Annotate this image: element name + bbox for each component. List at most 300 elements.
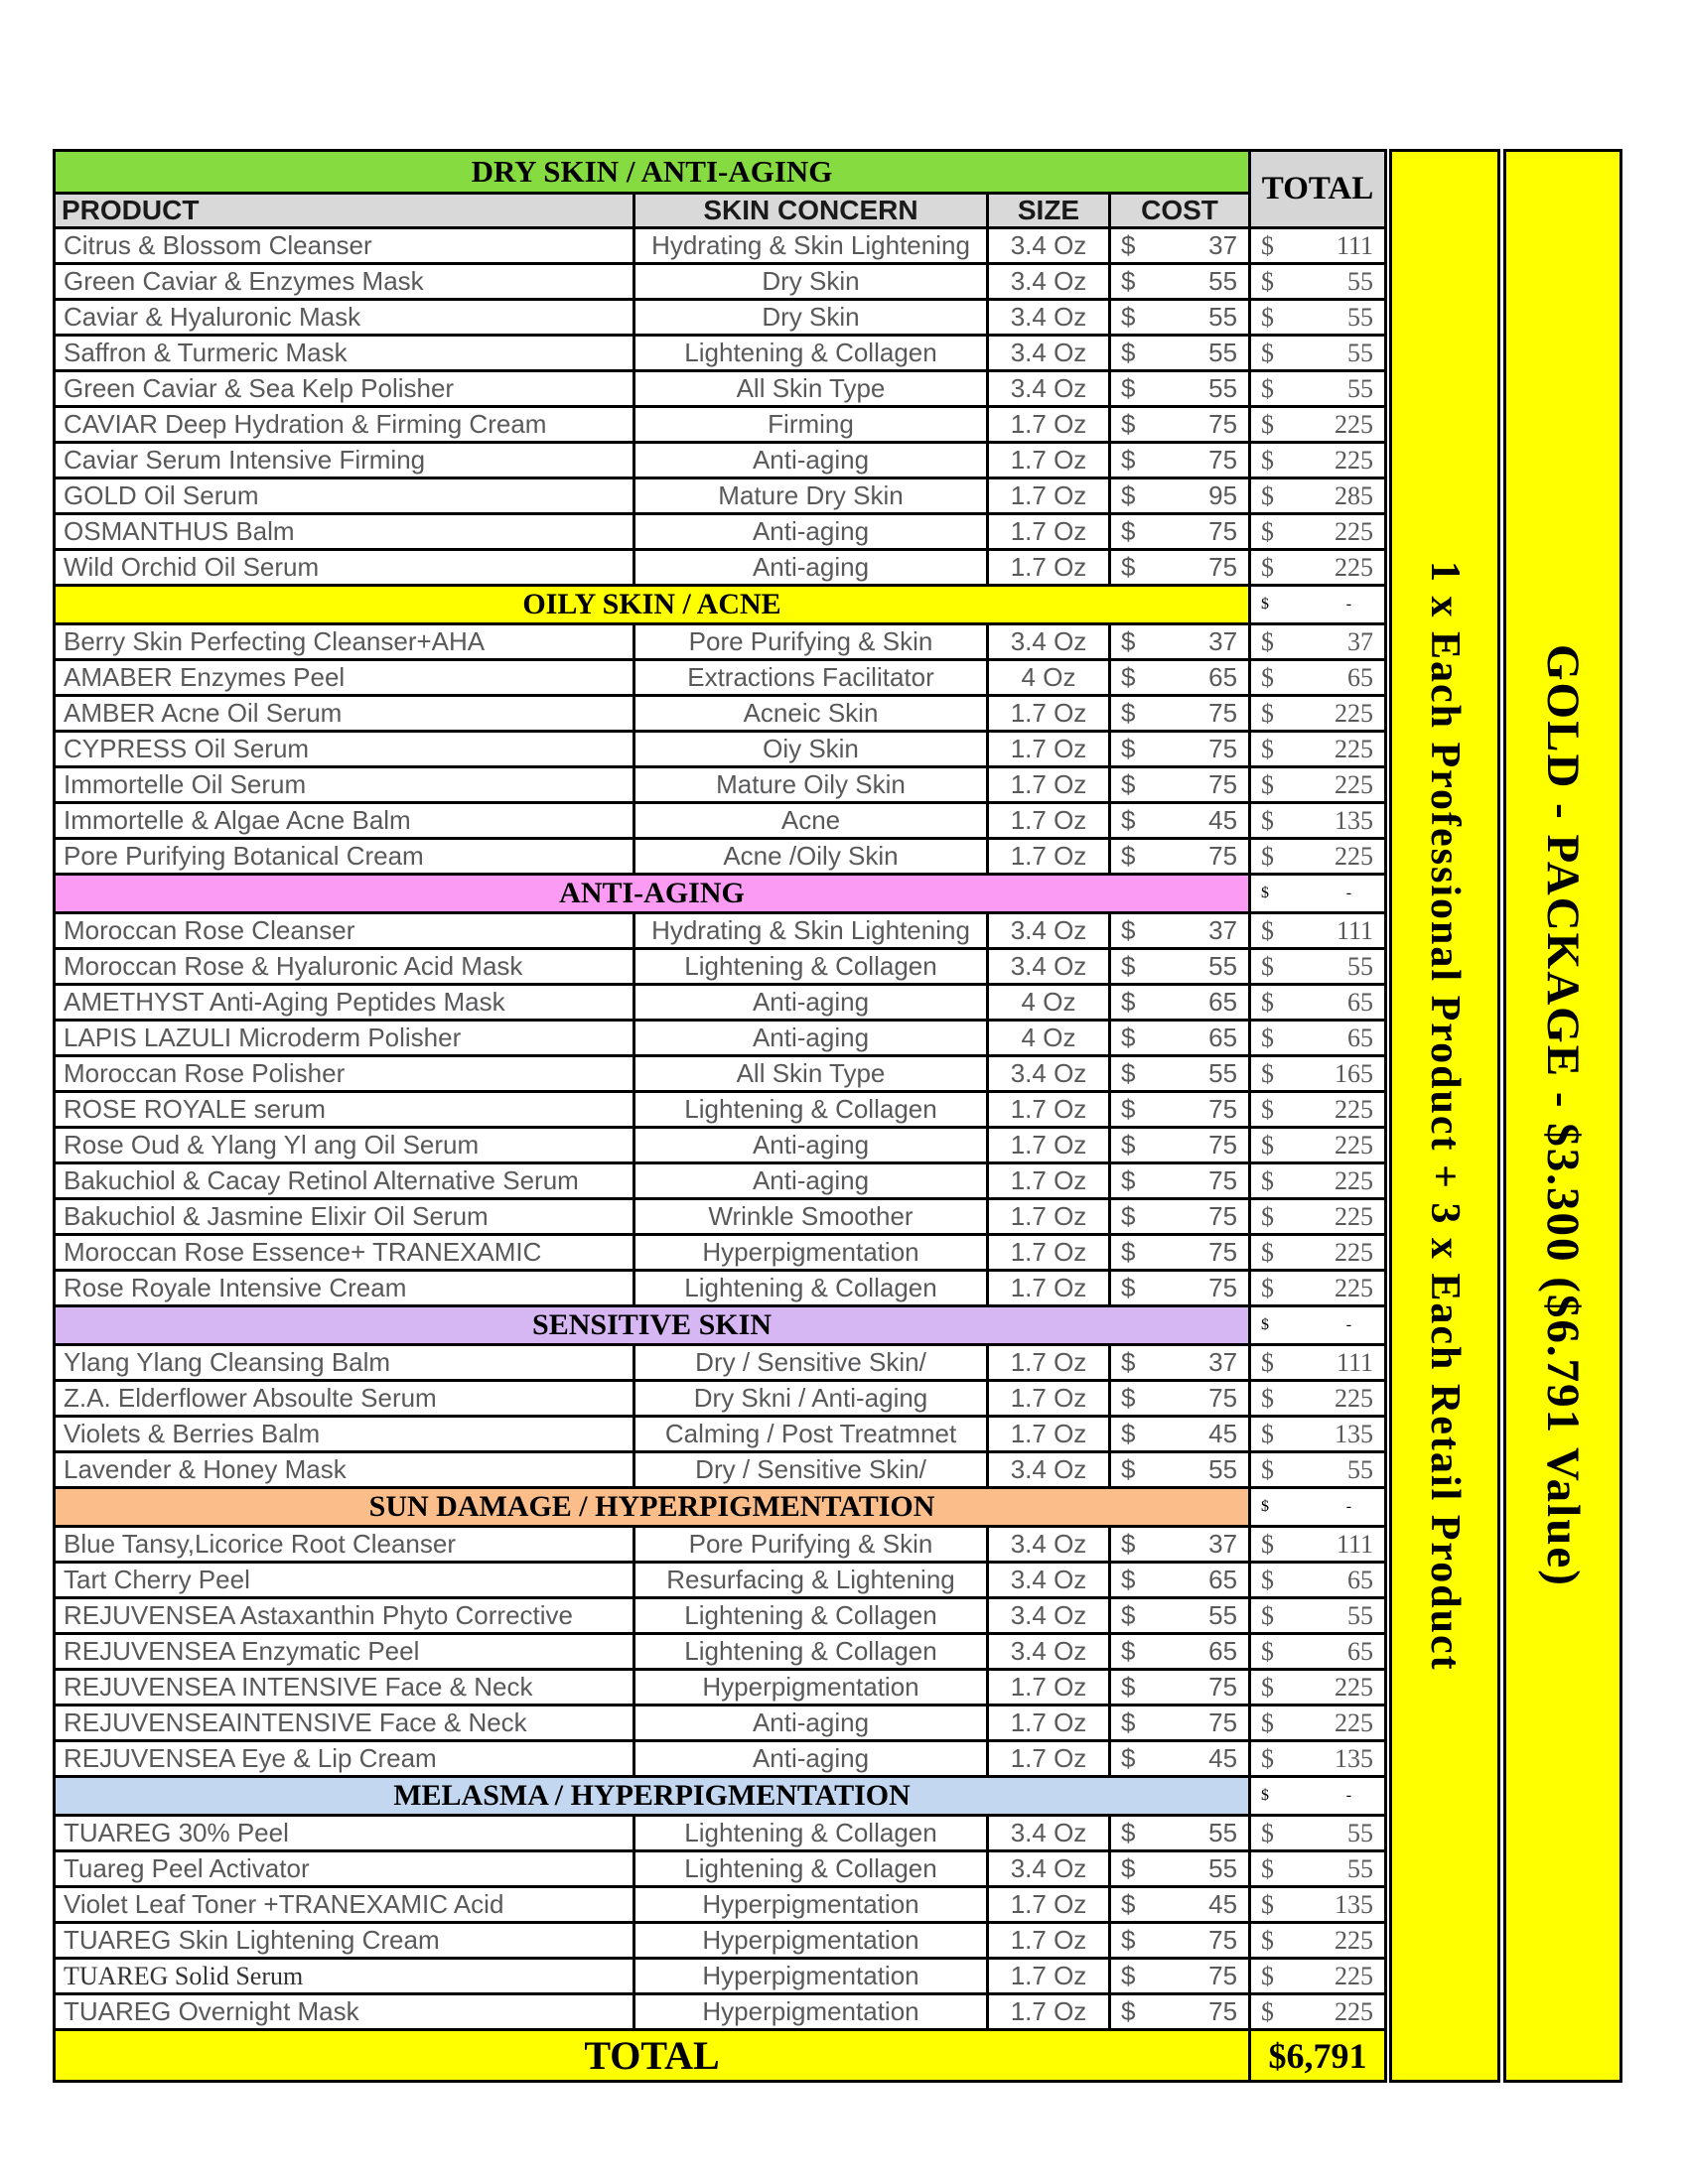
skin-concern: Hydrating & Skin Lightening (634, 913, 988, 949)
skin-concern: Hyperpigmentation (634, 1959, 988, 1994)
amount-value: 45 (1208, 1743, 1238, 1773)
currency-symbol: $ (1261, 885, 1270, 901)
product-row (55, 732, 1386, 767)
currency-symbol: $ (1261, 1094, 1275, 1124)
product-row (55, 1994, 1386, 2030)
total-cell (1250, 1887, 1386, 1923)
product-name: Saffron & Turmeric Mask (55, 336, 634, 371)
amount-value: 111 (1336, 230, 1374, 260)
package-contents-text: 1 x Each Professional Product + 3 x Each Retail Product (1422, 560, 1469, 1672)
product-name: TUAREG Solid Serum (55, 1959, 634, 1994)
size-value: 4 Oz (988, 1021, 1110, 1056)
product-row (55, 1128, 1386, 1163)
product-name: AMBER Acne Oil Serum (55, 696, 634, 732)
product-row (55, 1527, 1386, 1563)
product-name: Green Caviar & Sea Kelp Polisher (55, 371, 634, 407)
product-name: LAPIS LAZULI Microderm Polisher (55, 1021, 634, 1056)
currency-symbol: $ (1121, 698, 1136, 728)
product-name: OSMANTHUS Balm (55, 514, 634, 550)
size-value: 1.7 Oz (988, 1994, 1110, 2030)
currency-symbol: $ (1121, 805, 1136, 835)
total-cell (1250, 1777, 1386, 1816)
product-row (55, 1021, 1386, 1056)
amount-value: 75 (1208, 1165, 1238, 1195)
product-row (55, 1092, 1386, 1128)
amount-value: 55 (1208, 302, 1238, 332)
skin-concern: Dry Skin (634, 300, 988, 336)
currency-symbol: $ (1121, 1419, 1136, 1448)
currency-symbol: $ (1121, 915, 1136, 945)
product-name: CAVIAR Deep Hydration & Firming Cream (55, 407, 634, 443)
size-value: 3.4 Oz (988, 1598, 1110, 1634)
currency-symbol: $ (1261, 841, 1275, 871)
total-cell (1250, 732, 1386, 767)
product-row (55, 407, 1386, 443)
currency-symbol: $ (1261, 951, 1275, 981)
total-cell (1250, 1021, 1386, 1056)
amount-value: 75 (1208, 1961, 1238, 1990)
total-cell (1250, 443, 1386, 478)
cost-cell (1110, 478, 1250, 514)
product-row (55, 1163, 1386, 1199)
currency-symbol: $ (1121, 373, 1136, 403)
amount-value: 225 (1335, 1925, 1374, 1955)
cost-cell (1110, 407, 1250, 443)
skin-concern: Dry / Sensitive Skin/ (634, 1452, 988, 1488)
skin-concern: Lightening & Collagen (634, 1271, 988, 1306)
currency-symbol: $ (1261, 1853, 1275, 1883)
product-row (55, 478, 1386, 514)
amount-value: 75 (1208, 1094, 1238, 1124)
product-row (55, 839, 1386, 875)
total-cell (1250, 1994, 1386, 2030)
column-header-skin-concern: SKIN CONCERN (634, 194, 988, 228)
currency-symbol: $ (1121, 626, 1136, 656)
size-value: 3.4 Oz (988, 371, 1110, 407)
cost-cell (1110, 1199, 1250, 1235)
cost-cell (1110, 1345, 1250, 1381)
product-name: Lavender & Honey Mask (55, 1452, 634, 1488)
skin-concern: Oiy Skin (634, 732, 988, 767)
cost-cell (1110, 1994, 1250, 2030)
amount-value: 55 (1347, 338, 1374, 367)
skin-concern: Resurfacing & Lightening (634, 1563, 988, 1598)
section-header-anti-aging: ANTI-AGING (55, 875, 1250, 913)
size-value: 3.4 Oz (988, 1851, 1110, 1887)
total-cell (1250, 803, 1386, 839)
section-header-sensitive-skin: SENSITIVE SKIN (55, 1306, 1250, 1345)
size-value: 1.7 Oz (988, 407, 1110, 443)
amount-value: 65 (1347, 662, 1374, 692)
currency-symbol: $ (1261, 516, 1275, 546)
size-value: 3.4 Oz (988, 1634, 1110, 1670)
cost-cell (1110, 1452, 1250, 1488)
amount-value: 55 (1208, 1600, 1238, 1630)
product-row (55, 1417, 1386, 1452)
cost-cell (1110, 1923, 1250, 1959)
skin-concern: Dry Skni / Anti-aging (634, 1381, 988, 1417)
total-cell (1250, 1092, 1386, 1128)
column-header-product: PRODUCT (55, 194, 634, 228)
currency-symbol: $ (1121, 1058, 1136, 1088)
cost-cell (1110, 1959, 1250, 1994)
currency-symbol: $ (1261, 266, 1275, 296)
size-value: 1.7 Oz (988, 514, 1110, 550)
total-cell (1250, 336, 1386, 371)
currency-symbol: $ (1121, 516, 1136, 546)
product-row (55, 300, 1386, 336)
amount-value: 285 (1335, 480, 1374, 510)
amount-value: 225 (1335, 1707, 1374, 1737)
amount-value: 165 (1335, 1058, 1374, 1088)
amount-value: 55 (1208, 1853, 1238, 1883)
currency-symbol: $ (1121, 1565, 1136, 1594)
amount-value: 65 (1208, 1565, 1238, 1594)
currency-symbol: $ (1121, 1347, 1136, 1377)
skin-concern: Hyperpigmentation (634, 1994, 988, 2030)
amount-value: 37 (1208, 1347, 1238, 1377)
skin-concern: Lightening & Collagen (634, 336, 988, 371)
currency-symbol: $ (1261, 1636, 1275, 1666)
amount-value: 37 (1208, 1529, 1238, 1559)
amount-value: 37 (1347, 626, 1374, 656)
amount-value: 75 (1208, 841, 1238, 871)
amount-value: 225 (1335, 1383, 1374, 1413)
total-cell (1250, 660, 1386, 696)
amount-value: 135 (1335, 805, 1374, 835)
currency-symbol: $ (1121, 1636, 1136, 1666)
size-value: 3.4 Oz (988, 1056, 1110, 1092)
currency-symbol: $ (1121, 302, 1136, 332)
amount-value: 65 (1347, 987, 1374, 1017)
amount-value: 45 (1208, 805, 1238, 835)
amount-value: 55 (1347, 1853, 1374, 1883)
amount-value: 55 (1208, 1454, 1238, 1484)
cost-cell (1110, 696, 1250, 732)
section-row (55, 1488, 1386, 1527)
currency-symbol: $ (1121, 1383, 1136, 1413)
total-cell (1250, 1563, 1386, 1598)
cost-cell (1110, 1056, 1250, 1092)
section-header-dry-skin-anti-aging: DRY SKIN / ANTI-AGING (55, 151, 1250, 194)
product-row (55, 1235, 1386, 1271)
amount-value: 55 (1347, 1818, 1374, 1847)
currency-symbol: $ (1261, 596, 1270, 613)
product-name: TUAREG Overnight Mask (55, 1994, 634, 2030)
cost-cell (1110, 1381, 1250, 1417)
product-name: Wild Orchid Oil Serum (55, 550, 634, 586)
cost-cell (1110, 949, 1250, 985)
product-name: Moroccan Rose Polisher (55, 1056, 634, 1092)
cost-cell (1110, 1563, 1250, 1598)
amount-value: 225 (1335, 409, 1374, 439)
currency-symbol: $ (1261, 1347, 1275, 1377)
cost-cell (1110, 300, 1250, 336)
amount-value: 95 (1208, 480, 1238, 510)
total-cell (1250, 1271, 1386, 1306)
size-value: 1.7 Oz (988, 550, 1110, 586)
total-cell (1250, 1816, 1386, 1851)
skin-concern: Extractions Facilitator (634, 660, 988, 696)
skin-concern: Firming (634, 407, 988, 443)
amount-value: 45 (1208, 1889, 1238, 1919)
product-name: REJUVENSEA Enzymatic Peel (55, 1634, 634, 1670)
skin-concern: Mature Oily Skin (634, 767, 988, 803)
amount-value: 75 (1208, 1201, 1238, 1231)
total-cell (1250, 1741, 1386, 1777)
currency-symbol: $ (1121, 1094, 1136, 1124)
currency-symbol: $ (1121, 1818, 1136, 1847)
total-cell (1250, 767, 1386, 803)
product-row (55, 660, 1386, 696)
size-value: 1.7 Oz (988, 696, 1110, 732)
total-cell (1250, 949, 1386, 985)
size-value: 1.7 Oz (988, 1417, 1110, 1452)
total-cell (1250, 985, 1386, 1021)
currency-symbol: $ (1121, 1165, 1136, 1195)
amount-value: - (1345, 1498, 1352, 1515)
size-value: 1.7 Oz (988, 443, 1110, 478)
cost-cell (1110, 1128, 1250, 1163)
product-row (55, 1381, 1386, 1417)
currency-symbol: $ (1261, 1961, 1275, 1990)
cost-cell (1110, 1887, 1250, 1923)
product-name: GOLD Oil Serum (55, 478, 634, 514)
product-name: Blue Tansy,Licorice Root Cleanser (55, 1527, 634, 1563)
currency-symbol: $ (1121, 1853, 1136, 1883)
cost-cell (1110, 1634, 1250, 1670)
skin-concern: Anti-aging (634, 985, 988, 1021)
cost-cell (1110, 1670, 1250, 1706)
product-row (55, 443, 1386, 478)
currency-symbol: $ (1261, 1743, 1275, 1773)
product-row (55, 1887, 1386, 1923)
currency-symbol: $ (1121, 1529, 1136, 1559)
size-value: 1.7 Oz (988, 1706, 1110, 1741)
cost-cell (1110, 550, 1250, 586)
currency-symbol: $ (1261, 1316, 1270, 1333)
amount-value: 55 (1208, 373, 1238, 403)
total-cell (1250, 875, 1386, 913)
cost-cell (1110, 803, 1250, 839)
cost-cell (1110, 1271, 1250, 1306)
currency-symbol: $ (1121, 1237, 1136, 1267)
gold-package-text: GOLD - PACKAGE - $3.300 ($6.791 Value) (1537, 644, 1590, 1587)
cost-cell (1110, 624, 1250, 660)
product-name: Z.A. Elderflower Absoulte Serum (55, 1381, 634, 1417)
amount-value: 225 (1335, 1961, 1374, 1990)
cost-cell (1110, 839, 1250, 875)
amount-value: 75 (1208, 1383, 1238, 1413)
currency-symbol: $ (1261, 480, 1275, 510)
currency-symbol: $ (1121, 480, 1136, 510)
currency-symbol: $ (1261, 1454, 1275, 1484)
total-column-header: TOTAL (1250, 151, 1386, 228)
product-name: Moroccan Rose & Hyaluronic Acid Mask (55, 949, 634, 985)
product-name: TUAREG 30% Peel (55, 1816, 634, 1851)
amount-value: 225 (1335, 552, 1374, 582)
currency-symbol: $ (1121, 951, 1136, 981)
amount-value: 225 (1335, 841, 1374, 871)
currency-symbol: $ (1121, 445, 1136, 475)
product-row (55, 949, 1386, 985)
total-cell (1250, 1381, 1386, 1417)
amount-value: 225 (1335, 698, 1374, 728)
grand-total-value: $6,791 (1250, 2030, 1386, 2082)
amount-value: 225 (1335, 1672, 1374, 1702)
currency-symbol: $ (1261, 445, 1275, 475)
amount-value: 65 (1208, 662, 1238, 692)
currency-symbol: $ (1121, 734, 1136, 763)
size-value: 3.4 Oz (988, 1563, 1110, 1598)
product-row (55, 550, 1386, 586)
amount-value: 65 (1347, 1565, 1374, 1594)
section-row (55, 586, 1386, 624)
currency-symbol: $ (1121, 338, 1136, 367)
product-row (55, 1706, 1386, 1741)
currency-symbol: $ (1121, 662, 1136, 692)
product-row (55, 514, 1386, 550)
product-name: TUAREG Skin Lightening Cream (55, 1923, 634, 1959)
total-cell (1250, 839, 1386, 875)
cost-cell (1110, 767, 1250, 803)
total-cell (1250, 1452, 1386, 1488)
size-value: 3.4 Oz (988, 264, 1110, 300)
currency-symbol: $ (1261, 1925, 1275, 1955)
cost-cell (1110, 1527, 1250, 1563)
amount-value: - (1345, 1787, 1352, 1804)
total-cell (1250, 300, 1386, 336)
skin-concern: Anti-aging (634, 443, 988, 478)
product-row (55, 767, 1386, 803)
amount-value: 75 (1208, 698, 1238, 728)
currency-symbol: $ (1121, 1996, 1136, 2026)
total-cell (1250, 1706, 1386, 1741)
size-value: 1.7 Oz (988, 1199, 1110, 1235)
currency-symbol: $ (1261, 1058, 1275, 1088)
skin-concern: Pore Purifying & Skin (634, 624, 988, 660)
product-name: AMABER Enzymes Peel (55, 660, 634, 696)
currency-symbol: $ (1261, 1787, 1270, 1804)
total-cell (1250, 696, 1386, 732)
size-value: 1.7 Oz (988, 1345, 1110, 1381)
currency-symbol: $ (1261, 1672, 1275, 1702)
size-value: 3.4 Oz (988, 228, 1110, 264)
product-name: Berry Skin Perfecting Cleanser+AHA (55, 624, 634, 660)
currency-symbol: $ (1121, 1672, 1136, 1702)
amount-value: 55 (1347, 951, 1374, 981)
size-value: 1.7 Oz (988, 839, 1110, 875)
total-cell (1250, 1851, 1386, 1887)
total-cell (1250, 1634, 1386, 1670)
amount-value: 37 (1208, 626, 1238, 656)
size-value: 3.4 Oz (988, 949, 1110, 985)
amount-value: 225 (1335, 1094, 1374, 1124)
total-cell (1250, 1417, 1386, 1452)
table-head (55, 151, 1386, 228)
amount-value: 75 (1208, 516, 1238, 546)
skin-concern: Anti-aging (634, 1706, 988, 1741)
product-name: Violets & Berries Balm (55, 1417, 634, 1452)
size-value: 3.4 Oz (988, 1452, 1110, 1488)
total-cell (1250, 1235, 1386, 1271)
cost-cell (1110, 264, 1250, 300)
amount-value: 135 (1335, 1743, 1374, 1773)
cost-cell (1110, 1163, 1250, 1199)
currency-symbol: $ (1261, 805, 1275, 835)
size-value: 1.7 Oz (988, 1887, 1110, 1923)
size-value: 1.7 Oz (988, 1271, 1110, 1306)
currency-symbol: $ (1261, 987, 1275, 1017)
total-cell (1250, 1306, 1386, 1345)
size-value: 1.7 Oz (988, 1923, 1110, 1959)
skin-concern: Hyperpigmentation (634, 1923, 988, 1959)
amount-value: 75 (1208, 1996, 1238, 2026)
amount-value: 65 (1208, 987, 1238, 1017)
skin-concern: Lightening & Collagen (634, 1092, 988, 1128)
product-name: Caviar Serum Intensive Firming (55, 443, 634, 478)
column-header-cost: COST (1110, 194, 1250, 228)
cost-cell (1110, 1851, 1250, 1887)
amount-value: 225 (1335, 1273, 1374, 1302)
total-cell (1250, 371, 1386, 407)
product-name: Citrus & Blossom Cleanser (55, 228, 634, 264)
currency-symbol: $ (1261, 915, 1275, 945)
cost-cell (1110, 1816, 1250, 1851)
skin-concern: Acne /Oily Skin (634, 839, 988, 875)
currency-symbol: $ (1261, 698, 1275, 728)
total-cell (1250, 1199, 1386, 1235)
currency-symbol: $ (1261, 373, 1275, 403)
amount-value: 55 (1208, 951, 1238, 981)
amount-value: 225 (1335, 445, 1374, 475)
product-name: REJUVENSEA Astaxanthin Phyto Corrective (55, 1598, 634, 1634)
size-value: 3.4 Oz (988, 300, 1110, 336)
total-cell (1250, 1527, 1386, 1563)
currency-symbol: $ (1261, 1383, 1275, 1413)
product-row (55, 624, 1386, 660)
amount-value: 65 (1347, 1636, 1374, 1666)
amount-value: - (1345, 885, 1352, 901)
cost-cell (1110, 732, 1250, 767)
currency-symbol: $ (1121, 409, 1136, 439)
amount-value: 75 (1208, 445, 1238, 475)
currency-symbol: $ (1121, 230, 1136, 260)
currency-symbol: $ (1121, 1961, 1136, 1990)
product-row (55, 1670, 1386, 1706)
currency-symbol: $ (1121, 266, 1136, 296)
currency-symbol: $ (1261, 1273, 1275, 1302)
amount-value: 75 (1208, 409, 1238, 439)
amount-value: 65 (1208, 1023, 1238, 1052)
skin-concern: Calming / Post Treatmnet (634, 1417, 988, 1452)
total-cell (1250, 514, 1386, 550)
product-row (55, 336, 1386, 371)
size-value: 3.4 Oz (988, 913, 1110, 949)
product-name: Moroccan Rose Essence+ TRANEXAMIC (55, 1235, 634, 1271)
amount-value: 225 (1335, 1130, 1374, 1160)
total-cell (1250, 1923, 1386, 1959)
currency-symbol: $ (1261, 1565, 1275, 1594)
total-cell (1250, 1345, 1386, 1381)
amount-value: 55 (1347, 1600, 1374, 1630)
skin-concern: Dry Skin (634, 264, 988, 300)
cost-cell (1110, 336, 1250, 371)
price-table (53, 149, 1387, 2083)
size-value: 1.7 Oz (988, 767, 1110, 803)
amount-value: 65 (1208, 1636, 1238, 1666)
product-row (55, 985, 1386, 1021)
